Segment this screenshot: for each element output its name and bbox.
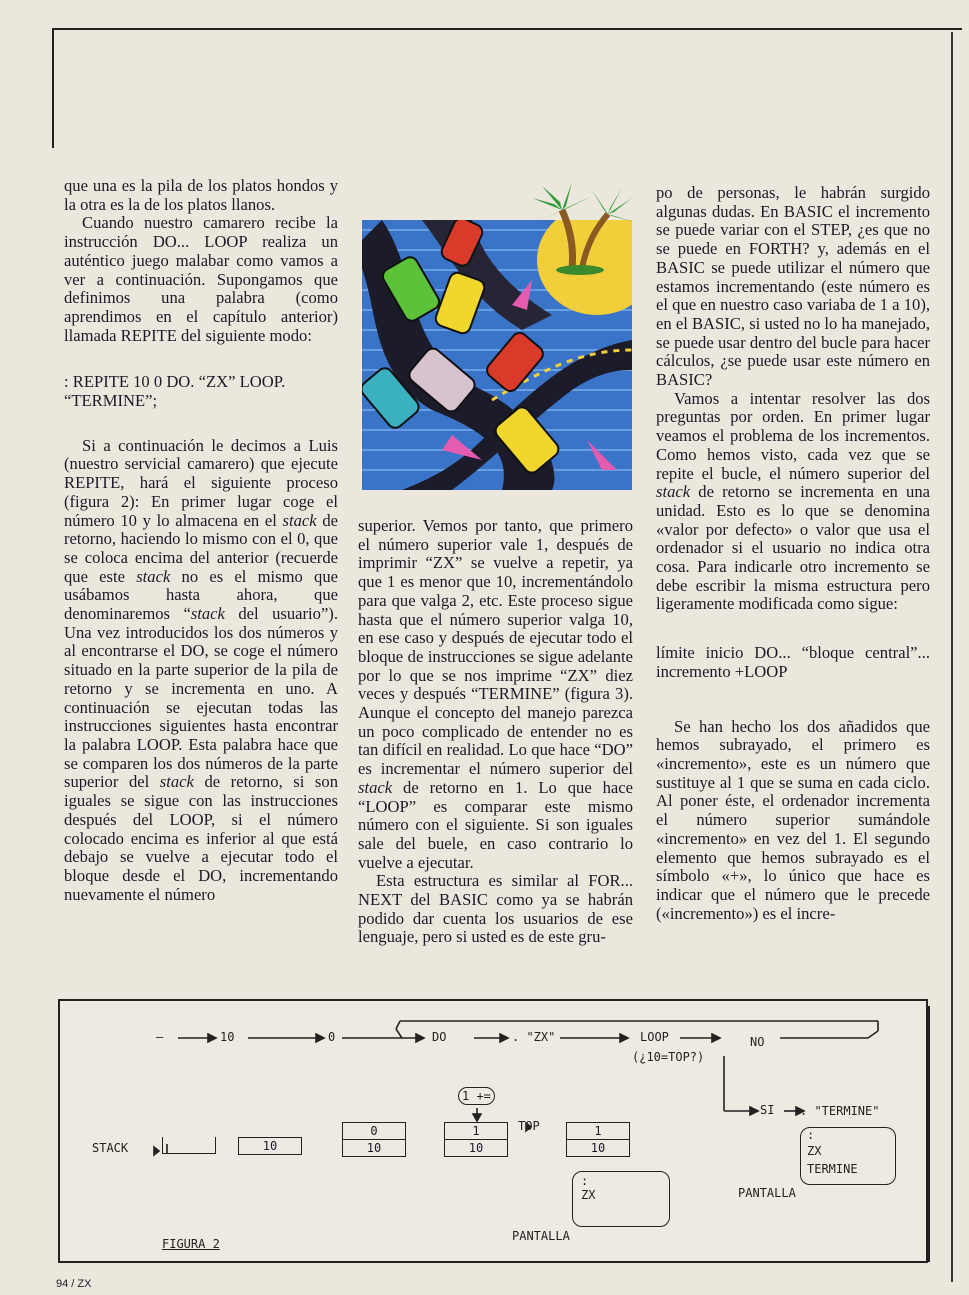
stack-cell: 1 <box>566 1122 630 1140</box>
paragraph: Se han hecho los dos añadidos que hemos subrayado, el primero es «incremento», este es un número que sustituye al 1 que se suma en cada ciclo. Al poner éste, el ordenador incrementa el número superior sumándole «incremento» en vez del 1. El segundo elemento que hemos subrayado es el símbolo «+», lo único que hace es indicar que el número que le precede («incremento») es el incre- <box>656 716 930 923</box>
stack-cell: 1 <box>444 1122 508 1140</box>
stack-cell: 10 <box>566 1139 630 1157</box>
frame-top-rule <box>52 28 962 30</box>
print-termine: . "TERMINE" <box>800 1104 880 1118</box>
stack-cell: 0 <box>342 1122 406 1140</box>
figure-caption: FIGURA 2 <box>162 1237 220 1251</box>
paragraph: Vamos a intentar resolver las dos preguntas por orden. En primer lugar veamos el problema de los incrementos. Como hemos visto, cada vez que se repite el bucle, el número superior del stack de retorno se incrementa en una unidad. Esto es lo que se denomina «valor por defecto» o valor que usa el ordenador si el usuario no indica otra cosa. Para indicarle otro incremento se debe escribir la misma estructura pero ligeramente modificada como sigue: <box>656 388 930 614</box>
page-folio: 94 / ZX <box>56 1278 92 1290</box>
code-line: : REPITE 10 0 DO. “ZX” LOOP. <box>64 372 286 392</box>
screen-output-2: : ZX TERMINE <box>800 1127 896 1185</box>
paragraph: Si a continuación le decimos a Luis (nuestro servicial camarero) que ejecute REPITE, hará el siguiente proceso (figura 2): En primer lugar coge el número 10 y lo almacena en el stack de retorno, haciendo lo mismo con el 0, que se coloca encima del anterior (recuerde que este stack no es el mismo que usábamos hasta ahora, que denominaremos “stack del usuario”). Una vez introducidos los dos números y al encontrarse el DO, se coge el número situado en la parte superior de la pila de retorno y se incrementa en uno. A continuación se ejecutan todas las instrucciones siguientes hasta encontrar la palabra LOOP. Esta palabra hace que se comparen los dos números de la parte superior del stack de retorno, si son iguales se sigue con las instrucciones después del LOOP, si el número colocado encima es inferior al que está debajo se vuelve a ejecutar todo el bloque desde el DO, incrementando nuevamente el número <box>64 435 338 904</box>
value-10: 10 <box>220 1030 235 1044</box>
screen-output-1: : ZX <box>572 1171 670 1227</box>
text-column-1 <box>64 177 338 904</box>
do-keyword: DO <box>432 1030 447 1044</box>
paragraph: Cuando nuestro camarero recibe la instrucción DO... LOOP realiza un auténtico juego malabar como vamos a ver a continuación. Supongamos que definimos una palabra (como aprendimos en el capítulo anterior) llamada REPITE del siguiente modo: <box>64 213 338 345</box>
stack-cell: 10 <box>238 1137 302 1155</box>
screen-label: PANTALLA <box>512 1229 570 1243</box>
stack-cell: 10 <box>444 1139 508 1157</box>
stack-label: STACK <box>92 1141 129 1155</box>
branch-si: SI <box>760 1103 775 1117</box>
value-0: 0 <box>328 1030 336 1044</box>
text-column-2 <box>358 517 633 947</box>
stack-empty <box>162 1137 216 1154</box>
frame-right-rule <box>951 32 953 1282</box>
paragraph: que una es la pila de los platos hondos y la otra es la de los platos llanos. <box>64 176 338 214</box>
branch-no: NO <box>750 1035 765 1049</box>
paragraph: po de personas, le habrán surgido algunas dudas. En BASIC el incremento se puede variar con el STEP, ¿es que no se puede en FORTH? y, además en el BASIC se puede utilizar el número que estamos incrementando (este número es el que en nuestro caso variaba de 1 a 10), en el BASIC, si usted no lo ha manejado, se puede usar dentro del bucle para hacer cálculos, ¿se puede usar este número en BASIC? <box>656 183 930 390</box>
loop-keyword: LOOP <box>640 1030 669 1044</box>
palm-trees-drawing <box>522 178 637 276</box>
paragraph: superior. Vemos por tanto, que primero el número superior vale 1, después de imprimir “ZX” se vuelve a repetir, ya que 1 es menor que 10, incrementándolo para que valga 2, etc. Este proceso sigue hasta que el número superior valga 10, en ese caso y después de ejecutar todo el bloque de instrucciones se sigue adelante por lo que se nos imprime “ZX” diez veces y después “TERMINE” (figura 3). Aunque el concepto del manejo parezca un poco complicado de entender no es tan difícil en realidad. Lo que hace “DO” es incrementar el número superior del stack de retorno en 1. Lo que hace “LOOP” es comparar este mismo número con el siguiente. Si son iguales sale del buele, en caso contrario lo vuelve a ejecutar. <box>358 516 633 872</box>
frame-left-rule <box>52 28 54 148</box>
stack-cell: 10 <box>342 1139 406 1157</box>
code-line: “TERMINE”; <box>64 391 158 411</box>
loop-condition: (¿10=TOP?) <box>632 1050 705 1064</box>
increment-op: 1 += <box>458 1087 495 1105</box>
text-column-3 <box>656 184 930 923</box>
top-marker: TOP <box>518 1119 540 1133</box>
print-zx: . "ZX" <box>512 1030 556 1044</box>
figure-2-diagram <box>58 999 928 1263</box>
screen-label: PANTALLA <box>738 1186 796 1200</box>
code-line: límite inicio DO... “bloque central”... incremento +LOOP <box>656 643 930 681</box>
arrow-lead: — <box>156 1030 164 1044</box>
paragraph: Esta estructura es similar al FOR... NEXT del BASIC como ya se habrán podido dar cuenta los usuarios de ese lenguaje, pero si usted es de este gru- <box>358 871 633 947</box>
